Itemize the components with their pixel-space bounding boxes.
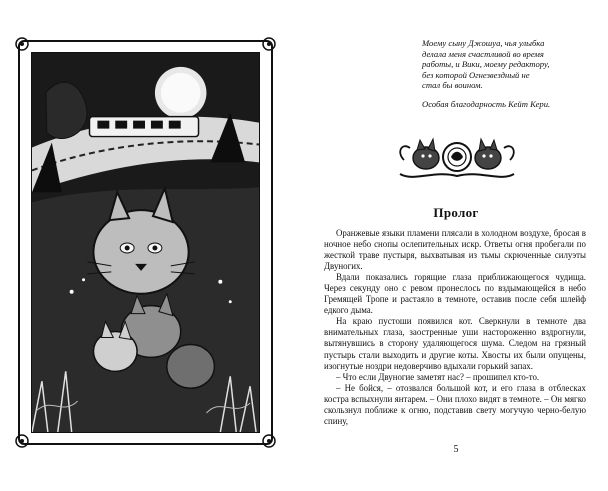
frame-corner-ornament — [13, 35, 31, 53]
frame-corner-ornament — [260, 35, 278, 53]
frame-corner-ornament — [13, 432, 31, 450]
frame-corner-ornament — [260, 432, 278, 450]
dedication-line: стал бы воином. — [422, 80, 483, 91]
paragraph: Оранжевые языки пламени плясали в холодном воздухе, бросая в ночное небо снопы ослепительных искр. Ответы огня пробегали по жесткой траве пустыря, выхватывая из тьмы скрюченные силуэты Двуногих. — [324, 228, 586, 272]
illustration — [31, 52, 260, 433]
dedication-line: работы, и Вики, моему редактору, — [422, 59, 550, 70]
paragraph: На краю пустоши появился кот. Сверкнули в темноте два внимательных глаза, заостренные уши настороженно вздрогнули, вытянувшись в сторону удаляющегося шума. Следом на грязный пустырь стали выходить и другие коты. Хвосты их были опущены, изогнутые ноздри недоверчиво вдыхали горький запах. — [324, 316, 586, 371]
dedication — [422, 38, 574, 110]
paragraph: – Не бойся, – отозвался большой кот, и его глаза в отблесках костра вспыхнули янтарем. – Они плохо видят в темноте. – Он мягко скользнул поближе к огню, подставив свету могучую черно-белую спину, — [324, 382, 586, 426]
paragraph: Вдали показались горящие глаза приближающегося чудища. Через секунду оно с ревом пронеслось по вздымающейся в небо Гремящей Тропе и растаяло в темноте, оставив после себя шлейф едкого дыма. — [324, 272, 586, 316]
dedication-line: делала меня счастливой во время — [422, 48, 544, 59]
chapter-title: Пролог — [433, 205, 479, 220]
chapter-body — [324, 228, 586, 427]
two-cats-emblem-ornament — [394, 130, 520, 184]
paragraph: – Что если Двуногие заметят нас? – прошипел кто-то. — [336, 371, 540, 382]
dedication-line: Моему сыну Джошуа, чья улыбка — [422, 38, 545, 48]
cats-by-roadside-illustration — [32, 53, 259, 432]
page-number: 5 — [453, 444, 459, 455]
special-thanks: Особая благодарность Кейт Кери. — [422, 98, 551, 109]
right-page — [304, 0, 608, 491]
dedication-line: без которой Огнезвездный не — [422, 69, 530, 80]
